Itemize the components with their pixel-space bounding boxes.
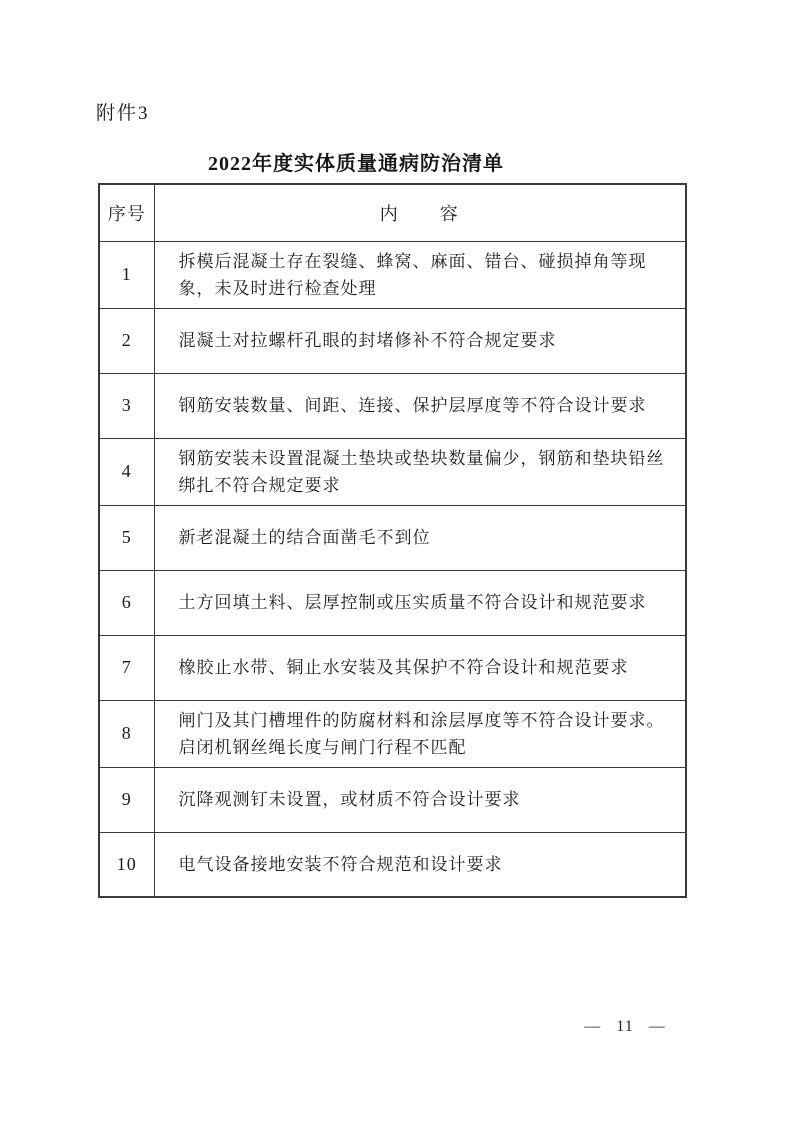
table-row <box>99 308 686 373</box>
row-content: 新老混凝土的结合面凿毛不到位 <box>154 505 686 570</box>
row-number: 8 <box>99 700 154 767</box>
row-content: 沉降观测钉未设置，或材质不符合设计要求 <box>154 767 686 832</box>
row-content: 闸门及其门槽埋件的防腐材料和涂层厚度等不符合设计要求。启闭机钢丝绳长度与闸门行程不匹配 <box>154 700 686 767</box>
row-content: 钢筋安装未设置混凝土垫块或垫块数量偏少，钢筋和垫块铅丝绑扎不符合规定要求 <box>154 438 686 505</box>
row-number: 4 <box>99 438 154 505</box>
attachment-label: 附件3 <box>96 103 150 124</box>
table-row <box>99 767 686 832</box>
table-header <box>99 184 686 241</box>
row-number: 9 <box>99 767 154 832</box>
row-number: 1 <box>99 241 154 308</box>
page-number: — 11 — <box>584 1018 666 1035</box>
table-body <box>99 241 686 897</box>
table-row <box>99 635 686 700</box>
defect-list-table <box>98 183 687 898</box>
row-content: 电气设备接地安装不符合规范和设计要求 <box>154 832 686 897</box>
table-row <box>99 241 686 308</box>
row-content: 钢筋安装数量、间距、连接、保护层厚度等不符合设计要求 <box>154 373 686 438</box>
row-number: 5 <box>99 505 154 570</box>
row-content: 橡胶止水带、铜止水安装及其保护不符合设计和规范要求 <box>154 635 686 700</box>
row-number: 7 <box>99 635 154 700</box>
row-number: 6 <box>99 570 154 635</box>
table-row <box>99 700 686 767</box>
column-header-content: 内 容 <box>154 184 686 241</box>
table-row <box>99 570 686 635</box>
row-number: 10 <box>99 832 154 897</box>
page-title: 2022年度实体质量通病防治清单 <box>208 153 504 175</box>
table-header-row <box>99 184 686 241</box>
row-content: 拆模后混凝土存在裂缝、蜂窝、麻面、错台、碰损掉角等现象，未及时进行检查处理 <box>154 241 686 308</box>
table-row <box>99 505 686 570</box>
table-row <box>99 438 686 505</box>
row-number: 3 <box>99 373 154 438</box>
row-content: 土方回填土料、层厚控制或压实质量不符合设计和规范要求 <box>154 570 686 635</box>
table-row <box>99 373 686 438</box>
row-content: 混凝土对拉螺杆孔眼的封堵修补不符合规定要求 <box>154 308 686 373</box>
column-header-index: 序号 <box>99 184 154 241</box>
table-row <box>99 832 686 897</box>
row-number: 2 <box>99 308 154 373</box>
